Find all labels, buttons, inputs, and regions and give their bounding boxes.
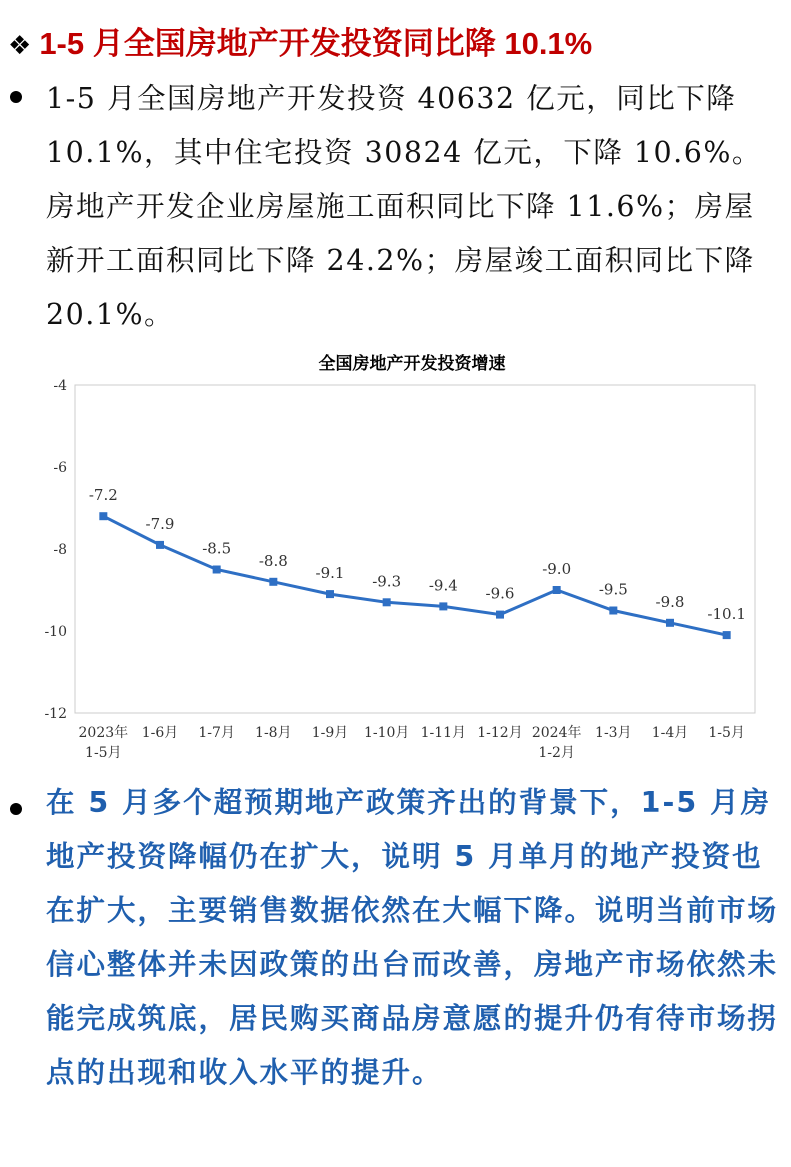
x-tick-label: 1-3月 xyxy=(595,725,632,741)
data-label: -7.9 xyxy=(145,514,175,533)
data-point xyxy=(439,602,447,610)
data-point xyxy=(609,607,617,615)
data-point xyxy=(269,578,277,586)
data-label: -9.0 xyxy=(542,560,572,578)
data-point xyxy=(553,586,561,594)
data-label: -9.6 xyxy=(485,584,515,603)
data-point xyxy=(383,598,391,606)
chart-svg xyxy=(30,345,770,775)
data-label: -9.3 xyxy=(372,572,402,591)
section-heading xyxy=(8,18,592,63)
investment-growth-chart xyxy=(30,345,770,775)
chart-title: 全国房地产开发投资增速 xyxy=(318,354,506,374)
x-tick-label: 1-9月 xyxy=(311,725,349,741)
y-tick-label: -6 xyxy=(53,460,67,476)
x-tick-label: 1-12月 xyxy=(477,725,523,741)
plot-area-border xyxy=(75,385,755,713)
data-label: -9.5 xyxy=(598,580,628,599)
summary-paragraph: 1-5 月全国房地产开发投资 40632 亿元，同比下降 10.1%，其中住宅投资 30824 亿元，下降 10.6%。房地产开发企业房屋施工面积同比下降 11.6%；房屋新开工面积同比下降 24.2%；房屋竣工面积同比下降 20.1%。 xyxy=(46,82,762,331)
x-tick-label: 1-5月 xyxy=(708,725,745,741)
data-label: -8.8 xyxy=(258,551,288,570)
series-points xyxy=(99,512,730,639)
data-point xyxy=(156,541,164,549)
data-label: -7.2 xyxy=(88,486,118,505)
x-tick-label: 1-5月 xyxy=(85,745,122,761)
x-tick-label: 1-8月 xyxy=(255,725,292,741)
data-label: -9.1 xyxy=(315,564,345,583)
data-label: -8.5 xyxy=(202,539,232,558)
bullet-dot-icon xyxy=(10,803,22,815)
x-tick-label: 1-6月 xyxy=(141,725,179,741)
data-label: -10.1 xyxy=(707,605,746,624)
section-title: 1-5 月全国房地产开发投资同比降 10.1% xyxy=(39,26,593,61)
data-point xyxy=(326,590,334,598)
x-axis xyxy=(79,724,745,761)
x-tick-label: 1-11月 xyxy=(420,725,467,741)
data-point xyxy=(666,619,674,627)
data-point xyxy=(213,566,221,574)
y-tick-label: -10 xyxy=(44,624,67,640)
x-tick-label: 1-10月 xyxy=(363,725,410,741)
data-label: -9.4 xyxy=(428,576,458,595)
data-labels xyxy=(89,486,746,623)
y-tick-label: -12 xyxy=(44,706,67,722)
bullet-dot-icon xyxy=(10,91,22,103)
data-label: -9.8 xyxy=(655,592,685,611)
y-tick-label: -4 xyxy=(53,378,67,394)
diamond-bullet-icon: ❖ xyxy=(8,30,32,60)
x-tick-label: 2023年 xyxy=(78,725,129,741)
series-line xyxy=(103,516,726,635)
y-tick-label: -8 xyxy=(53,542,67,558)
data-point xyxy=(496,611,504,619)
data-point xyxy=(99,512,107,520)
x-tick-label: 1-2月 xyxy=(538,745,575,761)
x-tick-label: 2024年 xyxy=(531,725,582,741)
x-tick-label: 1-4月 xyxy=(651,725,689,741)
x-tick-label: 1-7月 xyxy=(198,725,235,741)
y-axis xyxy=(44,378,67,722)
data-point xyxy=(723,631,731,639)
analysis-paragraph: 在 5 月多个超预期地产政策齐出的背景下，1-5 月房地产投资降幅仍在扩大，说明 5 月单月的地产投资也在扩大，主要销售数据依然在大幅下降。说明当前市场信心整体并未因政策的出台而改善，房地产市场依然未能完成筑底，居民购买商品房意愿的提升仍有待市场拐点的出现和收入水平的提升。 xyxy=(46,786,779,1089)
